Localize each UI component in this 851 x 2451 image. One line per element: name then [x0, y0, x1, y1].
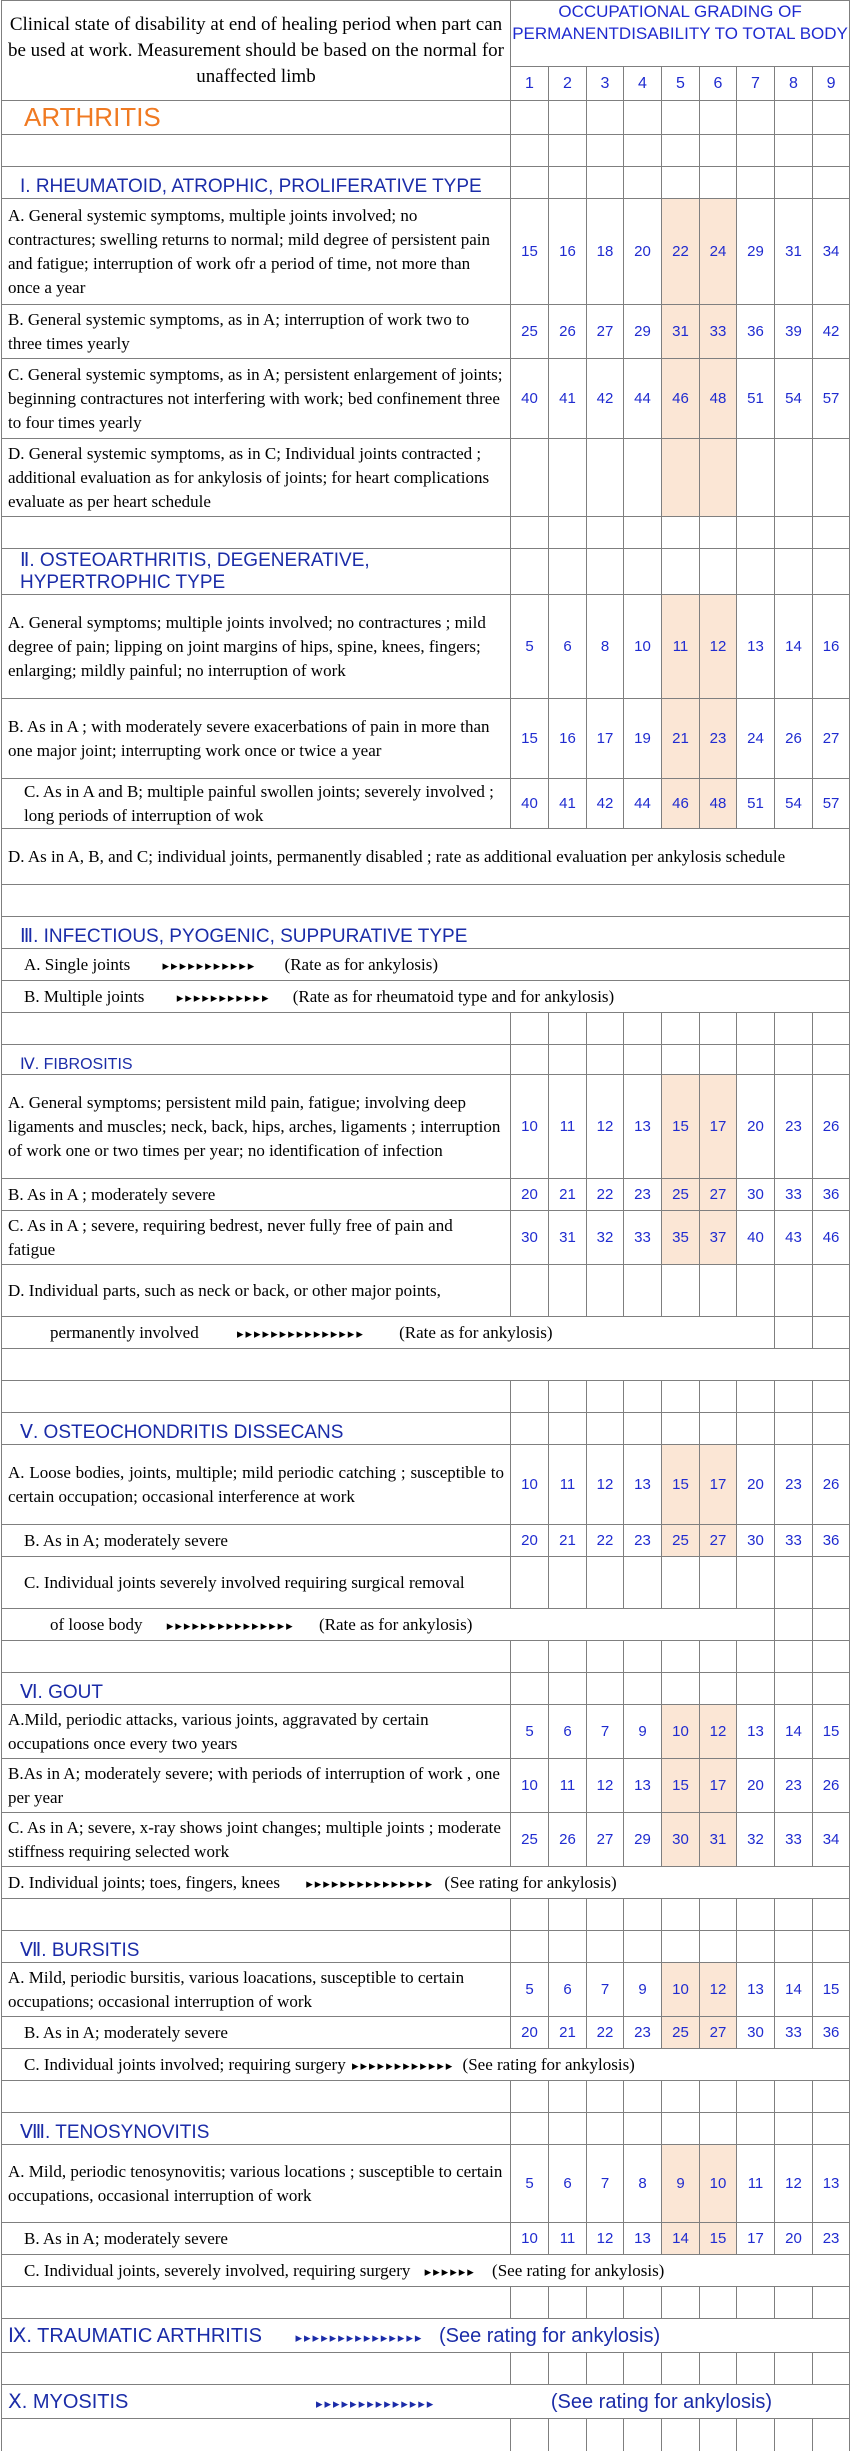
grade-value: 33: [775, 2017, 813, 2049]
grade-value: 27: [587, 1813, 624, 1867]
rating-row: [2, 305, 850, 359]
grade-value: 24: [737, 699, 775, 779]
grade-value: 22: [587, 2017, 624, 2049]
section-title: Ⅸ. TRAUMATIC ARTHRITIS: [8, 2325, 262, 2347]
grade-value: 17: [587, 699, 624, 779]
rating-row: [2, 1179, 850, 1211]
grade-value: 10: [511, 2223, 549, 2255]
rating-row: [2, 199, 850, 305]
grade-value: 6: [549, 2145, 587, 2223]
grade-value: 26: [549, 305, 587, 359]
grade-value: 23: [775, 1445, 813, 1525]
grade-value: 21: [549, 2017, 587, 2049]
rating-description: A. Mild, periodic bursitis, various loacations, susceptible to certain occupations; occasional interruption of work: [2, 1963, 511, 2017]
grade-value: 31: [775, 199, 813, 305]
grade-value: 27: [587, 305, 624, 359]
empty-grade-cell: [813, 439, 850, 517]
grade-value: 14: [775, 1705, 813, 1759]
rating-description: B. General systemic symptoms, as in A; interruption of work two to three times yearly: [2, 305, 511, 359]
grade-value: 34: [813, 199, 850, 305]
arrow-leader: ▸▸▸▸▸▸▸▸▸▸▸▸▸▸▸: [295, 2330, 424, 2345]
section-title: Ⅶ. BURSITIS: [2, 1931, 511, 1963]
clinical-state-header: Clinical state of disability at end of healing period when part can be used at work. Measurement should be based on the normal for unaffected limb: [2, 1, 511, 101]
section-title: I. RHEUMATOID, ATROPHIC, PROLIFERATIVE TYPE: [2, 167, 511, 199]
rating-description: D. As in A, B, and C; individual joints, permanently disabled ; rate as additional evaluation per ankylosis schedule: [2, 829, 850, 885]
grade-value: 32: [737, 1813, 775, 1867]
grade-value: 7: [587, 1963, 624, 2017]
grade-value: 21: [662, 699, 700, 779]
grade-value: 7: [587, 2145, 624, 2223]
section-title: Ⅲ. INFECTIOUS, PYOGENIC, SUPPURATIVE TYPE: [2, 917, 850, 949]
arrow-leader: ▸▸▸▸▸▸▸▸▸▸▸▸▸▸▸: [236, 1325, 365, 1341]
grade-value: 9: [624, 1963, 662, 2017]
grade-value: 12: [587, 1759, 624, 1813]
grade-value: 24: [700, 199, 737, 305]
grade-value: 25: [662, 1525, 700, 1557]
grade-value: 13: [624, 1445, 662, 1525]
grade-value: 13: [737, 595, 775, 699]
grade-value: 12: [587, 2223, 624, 2255]
grade-value: 33: [775, 1179, 813, 1211]
grade-value: 25: [511, 1813, 549, 1867]
arrow-leader: ▸▸▸▸▸▸: [424, 2263, 476, 2279]
grade-value: 20: [511, 2017, 549, 2049]
rating-description: D. Individual parts, such as neck or back, or other major points,: [2, 1265, 511, 1317]
grade-value: 10: [662, 1963, 700, 2017]
grade-value: 7: [587, 1705, 624, 1759]
grade-value: 20: [737, 1075, 775, 1179]
grade-value: 22: [587, 1525, 624, 1557]
grade-value: 57: [813, 779, 850, 829]
grade-value: 39: [775, 305, 813, 359]
grade-value: 17: [737, 2223, 775, 2255]
grade-value: 33: [624, 1211, 662, 1265]
rating-note-row: [2, 2049, 850, 2081]
grade-value: 19: [624, 699, 662, 779]
rating-row: [2, 1963, 850, 2017]
arrow-leader: ▸▸▸▸▸▸▸▸▸▸▸▸▸▸▸: [306, 1875, 435, 1891]
grade-value: 51: [737, 779, 775, 829]
grade-value: 15: [813, 1963, 850, 2017]
grade-value: 33: [775, 1813, 813, 1867]
rating-note: (Rate as for ankylosis): [318, 1614, 473, 1634]
grade-value: 13: [624, 1759, 662, 1813]
grade-value: 5: [511, 595, 549, 699]
grade-value: 41: [549, 779, 587, 829]
rating-description: C. Individual joints involved; requiring surgery: [24, 2054, 346, 2074]
grade-value: 18: [587, 199, 624, 305]
grade-value: 33: [700, 305, 737, 359]
rating-description: C. As in A ; severe, requiring bedrest, never fully free of pain and fatigue: [2, 1211, 511, 1265]
grade-value: 35: [662, 1211, 700, 1265]
grade-value: 12: [700, 1705, 737, 1759]
grade-value: 12: [775, 2145, 813, 2223]
grade-value: 17: [700, 1075, 737, 1179]
rating-description: permanently involved: [50, 1322, 199, 1342]
empty-grade-cell: [511, 439, 549, 517]
grade-value: 32: [587, 1211, 624, 1265]
rating-description: C. As in A and B; multiple painful swollen joints; severely involved ; long periods of interruption of wok: [2, 779, 511, 829]
rating-note: (See rating for ankylosis): [438, 2325, 661, 2347]
grade-value: 23: [775, 1075, 813, 1179]
grade-value: 25: [511, 305, 549, 359]
grade-value: 5: [511, 1963, 549, 2017]
column-number: 6: [700, 67, 737, 101]
grade-value: 20: [737, 1445, 775, 1525]
rating-row: [2, 779, 850, 829]
rating-description: B. As in A; moderately severe: [2, 1525, 511, 1557]
grade-value: 21: [549, 1179, 587, 1211]
rating-note-row: [2, 2319, 850, 2353]
column-number: 9: [813, 67, 850, 101]
grade-value: 30: [511, 1211, 549, 1265]
grade-value: 10: [662, 1705, 700, 1759]
grade-value: 26: [549, 1813, 587, 1867]
rating-note: (Rate as for ankylosis): [284, 954, 438, 974]
rating-description: D. General systemic symptoms, as in C; Individual joints contracted ; additional evaluation as for ankylosis of joints; for heart complications evaluate as per heart schedule: [2, 439, 511, 517]
rating-row: [2, 439, 850, 517]
grading-header: OCCUPATIONAL GRADING OF PERMANENTDISABILITY TO TOTAL BODY: [511, 1, 850, 67]
grade-value: 40: [737, 1211, 775, 1265]
grade-value: 16: [813, 595, 850, 699]
grade-value: 26: [813, 1445, 850, 1525]
rating-row: [2, 2017, 850, 2049]
rating-description: A. General symptoms; multiple joints involved; no contractures ; mild degree of pain; lipping on joint margins of hips, spine, knees, fingers; enlarging; mildly painful; no interruption of work: [2, 595, 511, 699]
rating-description: A. General systemic symptoms, multiple joints involved; no contractures; swelling returns to normal; mild degree of persistent pain and fatigue; interruption of work ofr a period of time, not more than once a year: [2, 199, 511, 305]
rating-row: [2, 359, 850, 439]
empty-grade-cell: [587, 439, 624, 517]
grade-value: 22: [662, 199, 700, 305]
rating-description: A. Single joints: [24, 954, 131, 974]
rating-note-row: [2, 981, 850, 1013]
rating-description: A. General symptoms; persistent mild pain, fatigue; involving deep ligaments and muscles; neck, back, hips, arches, ligaments ; interruption of work one or two times per year; no identification of infection: [2, 1075, 511, 1179]
grade-value: 27: [813, 699, 850, 779]
rating-description: of loose body: [50, 1614, 143, 1634]
grade-value: 8: [587, 595, 624, 699]
grade-value: 54: [775, 779, 813, 829]
grade-value: 9: [662, 2145, 700, 2223]
rating-row: [2, 2145, 850, 2223]
rating-row: [2, 1813, 850, 1867]
grade-value: 36: [737, 305, 775, 359]
grade-value: 21: [549, 1525, 587, 1557]
grade-value: 10: [700, 2145, 737, 2223]
grade-value: 26: [775, 699, 813, 779]
grade-value: 27: [700, 1525, 737, 1557]
grade-value: 12: [700, 1963, 737, 2017]
arrow-leader: ▸▸▸▸▸▸▸▸▸▸▸▸▸▸▸: [166, 1617, 295, 1633]
rating-description: A. Loose bodies, joints, multiple; mild periodic catching ; susceptible to certain occupation; occasional interference at work: [2, 1445, 511, 1525]
rating-row: [2, 595, 850, 699]
grade-value: 48: [700, 779, 737, 829]
rating-row: [2, 1075, 850, 1179]
column-number: 3: [587, 67, 624, 101]
grade-value: 30: [737, 1525, 775, 1557]
grade-value: 9: [624, 1705, 662, 1759]
rating-description: B. Multiple joints: [24, 986, 145, 1006]
rating-note: (See rating for ankylosis): [550, 2391, 773, 2413]
grade-value: 46: [662, 359, 700, 439]
section-title: Ⅷ. TENOSYNOVITIS: [2, 2113, 511, 2145]
grade-value: 40: [511, 779, 549, 829]
rating-note: (See rating for ankylosis): [462, 2054, 635, 2074]
rating-description: B. As in A ; with moderately severe exacerbations of pain in more than one major joint; interrupting work once or twice a year: [2, 699, 511, 779]
rating-description: A. Mild, periodic tenosynovitis; various locations ; susceptible to certain occupations, occasional interruption of work: [2, 2145, 511, 2223]
grade-value: 25: [662, 2017, 700, 2049]
rating-note: (Rate as for rheumatoid type and for ankylosis): [292, 986, 615, 1006]
rating-description: C. Individual joints, severely involved, requiring surgery: [24, 2260, 411, 2280]
grade-value: 10: [624, 595, 662, 699]
grade-value: 17: [700, 1759, 737, 1813]
section-title: Ⅴ. OSTEOCHONDRITIS DISSECANS: [2, 1413, 511, 1445]
rating-note-row: [2, 949, 850, 981]
grade-value: 10: [511, 1759, 549, 1813]
section-title: Ⅱ. OSTEOARTHRITIS, DEGENERATIVE, HYPERTROPHIC TYPE: [2, 549, 511, 595]
grade-value: 23: [700, 699, 737, 779]
grade-value: 12: [587, 1075, 624, 1179]
rating-row: [2, 1705, 850, 1759]
empty-grade-cell: [662, 439, 700, 517]
column-number: 1: [511, 67, 549, 101]
grade-value: 11: [549, 1075, 587, 1179]
grade-value: 11: [549, 1759, 587, 1813]
rating-description: B. As in A; moderately severe: [2, 2017, 511, 2049]
grade-value: 29: [624, 1813, 662, 1867]
grade-value: 31: [700, 1813, 737, 1867]
grade-value: 15: [662, 1445, 700, 1525]
empty-grade-cell: [549, 439, 587, 517]
grade-value: 43: [775, 1211, 813, 1265]
rating-row: [2, 699, 850, 779]
grade-value: 15: [511, 199, 549, 305]
section-title: Ⅵ. GOUT: [2, 1673, 511, 1705]
grade-value: 20: [511, 1525, 549, 1557]
grade-value: 5: [511, 1705, 549, 1759]
grade-value: 5: [511, 2145, 549, 2223]
grade-value: 14: [775, 595, 813, 699]
column-number: 8: [775, 67, 813, 101]
grade-value: 12: [587, 1445, 624, 1525]
rating-row: [2, 1525, 850, 1557]
column-number: 4: [624, 67, 662, 101]
grade-value: 23: [624, 1525, 662, 1557]
rating-note-row: [2, 2255, 850, 2287]
grade-value: 30: [737, 1179, 775, 1211]
grade-value: 13: [737, 1705, 775, 1759]
column-number: 7: [737, 67, 775, 101]
grade-value: 13: [624, 1075, 662, 1179]
rating-note: (Rate as for ankylosis): [399, 1322, 553, 1342]
grade-value: 6: [549, 1705, 587, 1759]
grade-value: 42: [813, 305, 850, 359]
rating-description: B. As in A ; moderately severe: [2, 1179, 511, 1211]
empty-grade-cell: [737, 439, 775, 517]
grade-value: 15: [700, 2223, 737, 2255]
grade-value: 11: [549, 2223, 587, 2255]
grade-value: 13: [737, 1963, 775, 2017]
rating-note-row: [2, 1317, 775, 1349]
grade-value: 14: [662, 2223, 700, 2255]
column-number: 5: [662, 67, 700, 101]
grade-value: 14: [775, 1963, 813, 2017]
rating-description: C. General systemic symptoms, as in A; persistent enlargement of joints; beginning contractures not interfering with work; bed confinement three to four times yearly: [2, 359, 511, 439]
grade-value: 41: [549, 359, 587, 439]
grade-value: 20: [511, 1179, 549, 1211]
grade-value: 36: [813, 1525, 850, 1557]
section-title: Ⅹ. MYOSITIS: [8, 2391, 129, 2413]
grade-value: 29: [624, 305, 662, 359]
grade-value: 42: [587, 359, 624, 439]
grade-value: 6: [549, 1963, 587, 2017]
grade-value: 27: [700, 2017, 737, 2049]
grade-value: 31: [662, 305, 700, 359]
grade-value: 15: [662, 1075, 700, 1179]
empty-grade-cell: [624, 439, 662, 517]
grade-value: 44: [624, 779, 662, 829]
grade-value: 15: [813, 1705, 850, 1759]
grade-value: 20: [775, 2223, 813, 2255]
empty-grade-cell: [775, 439, 813, 517]
grade-value: 23: [624, 1179, 662, 1211]
rating-description: B.As in A; moderately severe; with periods of interruption of work , one per year: [2, 1759, 511, 1813]
arthritis-rating-table: [1, 0, 850, 2451]
grade-value: 23: [624, 2017, 662, 2049]
grade-value: 46: [813, 1211, 850, 1265]
grade-value: 10: [511, 1445, 549, 1525]
grade-value: 40: [511, 359, 549, 439]
rating-description: D. Individual joints; toes, fingers, knees: [8, 1872, 280, 1892]
grade-value: 25: [662, 1179, 700, 1211]
grade-value: 57: [813, 359, 850, 439]
rating-description: A.Mild, periodic attacks, various joints, aggravated by certain occupations once every two years: [2, 1705, 511, 1759]
rating-note: (See rating for ankylosis): [444, 1872, 617, 1892]
grade-value: 16: [549, 699, 587, 779]
rating-row: [2, 2223, 850, 2255]
grade-value: 8: [624, 2145, 662, 2223]
grade-value: 31: [549, 1211, 587, 1265]
grade-value: 46: [662, 779, 700, 829]
grade-value: 13: [813, 2145, 850, 2223]
empty-grade-cell: [700, 439, 737, 517]
grade-value: 34: [813, 1813, 850, 1867]
grade-value: 23: [775, 1759, 813, 1813]
grade-value: 15: [511, 699, 549, 779]
grade-value: 11: [662, 595, 700, 699]
grade-value: 42: [587, 779, 624, 829]
grade-value: 12: [700, 595, 737, 699]
grade-value: 23: [813, 2223, 850, 2255]
rating-row: [2, 1211, 850, 1265]
grade-value: 20: [624, 199, 662, 305]
arrow-leader: ▸▸▸▸▸▸▸▸▸▸▸▸▸▸: [315, 2396, 436, 2411]
grade-value: 36: [813, 1179, 850, 1211]
grade-value: 44: [624, 359, 662, 439]
grade-value: 16: [549, 199, 587, 305]
rating-description: C. As in A; severe, x-ray shows joint changes; multiple joints ; moderate stiffness requiring selected work: [2, 1813, 511, 1867]
grade-value: 30: [662, 1813, 700, 1867]
grade-value: 20: [737, 1759, 775, 1813]
grade-value: 26: [813, 1759, 850, 1813]
grade-value: 51: [737, 359, 775, 439]
grade-value: 22: [587, 1179, 624, 1211]
section-title: Ⅳ. FIBROSITIS: [2, 1045, 511, 1075]
grade-value: 27: [700, 1179, 737, 1211]
grade-value: 15: [662, 1759, 700, 1813]
grade-value: 11: [737, 2145, 775, 2223]
grade-value: 13: [624, 2223, 662, 2255]
column-number: 2: [549, 67, 587, 101]
grade-value: 6: [549, 595, 587, 699]
rating-note-row: [2, 1867, 850, 1899]
rating-note-row: [2, 2385, 850, 2419]
grade-value: 30: [737, 2017, 775, 2049]
grade-value: 11: [549, 1445, 587, 1525]
grade-value: 26: [813, 1075, 850, 1179]
rating-description: B. As in A; moderately severe: [2, 2223, 511, 2255]
grade-value: 10: [511, 1075, 549, 1179]
grade-value: 36: [813, 2017, 850, 2049]
arrow-leader: ▸▸▸▸▸▸▸▸▸▸▸: [176, 989, 271, 1005]
grade-value: 17: [700, 1445, 737, 1525]
page-title: ARTHRITIS: [2, 101, 511, 135]
grade-value: 54: [775, 359, 813, 439]
grade-value: 37: [700, 1211, 737, 1265]
rating-description: C. Individual joints severely involved requiring surgical removal: [2, 1557, 511, 1609]
rating-row: [2, 1445, 850, 1525]
rating-note: (See rating for ankylosis): [492, 2260, 665, 2280]
arrow-leader: ▸▸▸▸▸▸▸▸▸▸▸: [162, 957, 257, 973]
grade-value: 48: [700, 359, 737, 439]
arrow-leader: ▸▸▸▸▸▸▸▸▸▸▸▸: [351, 2057, 455, 2073]
rating-row: [2, 1759, 850, 1813]
grade-value: 29: [737, 199, 775, 305]
rating-note-row: [2, 1609, 775, 1641]
grade-value: 33: [775, 1525, 813, 1557]
